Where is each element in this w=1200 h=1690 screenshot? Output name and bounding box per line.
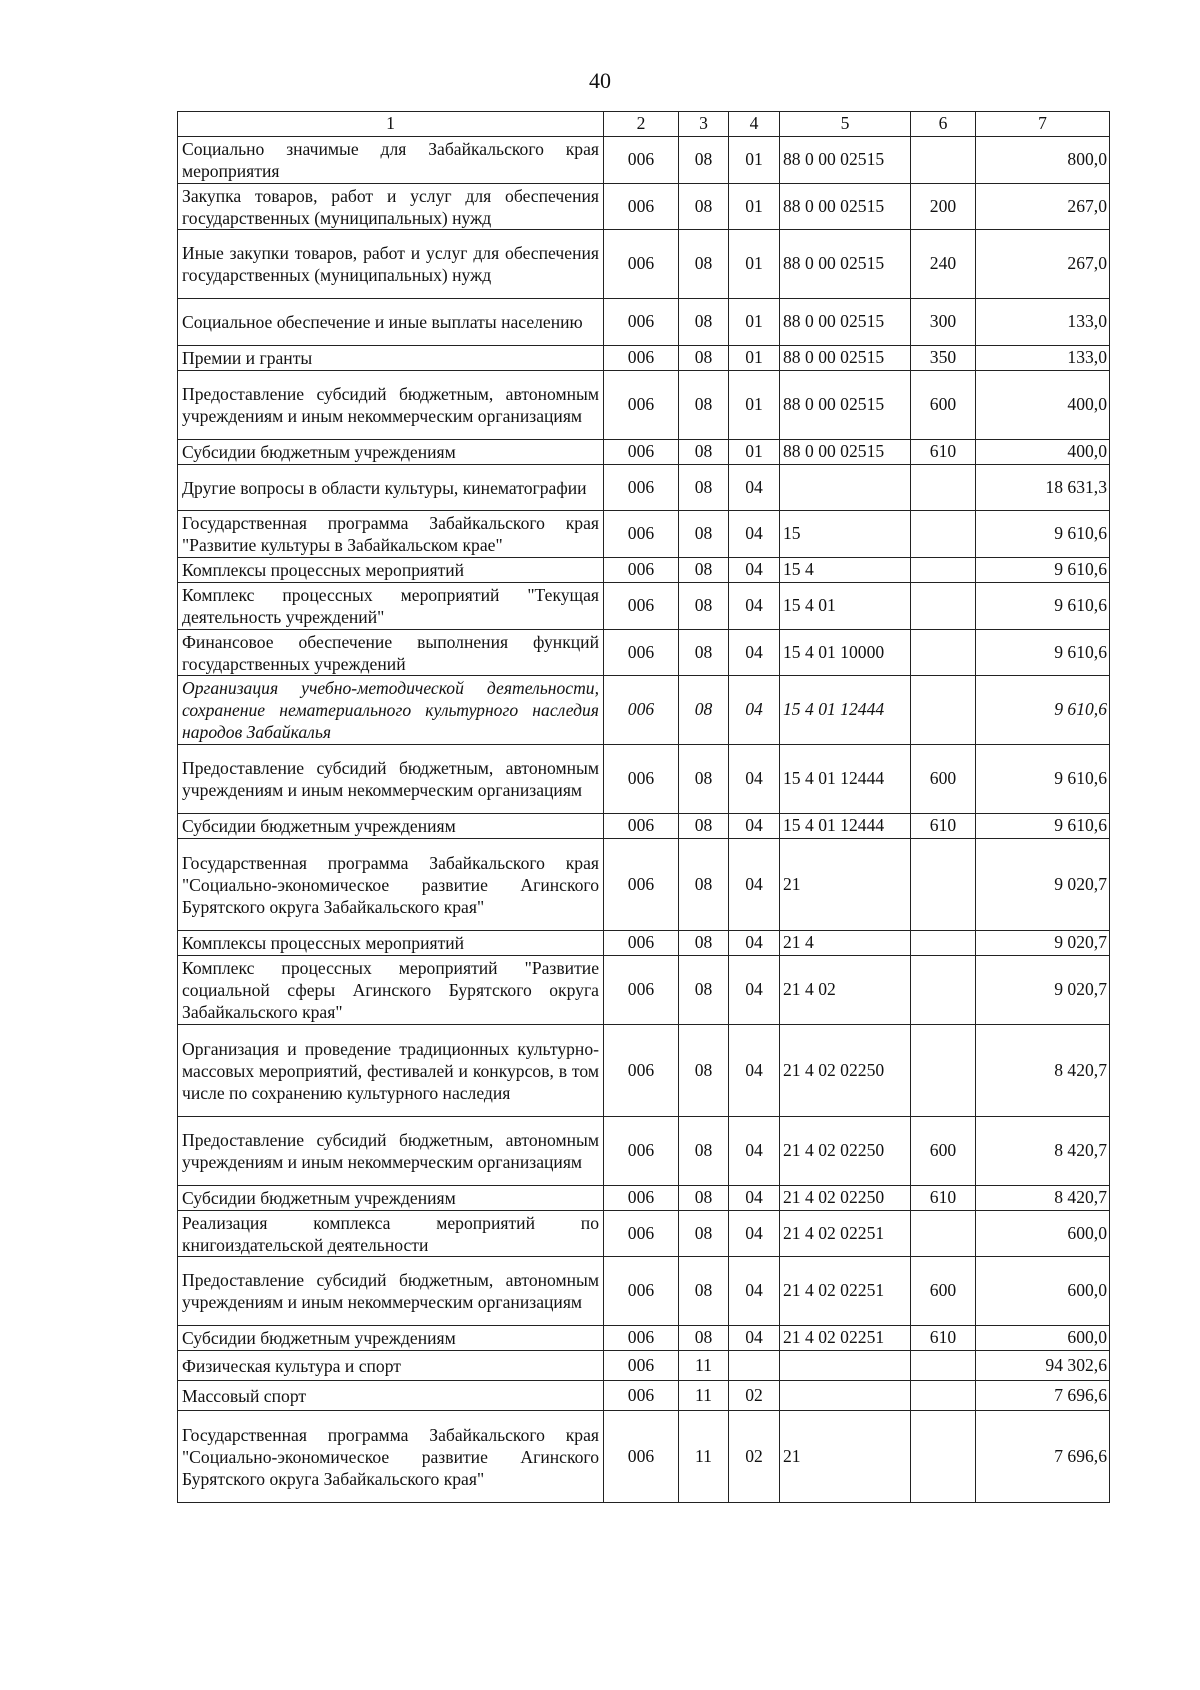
row-col-5-cell	[780, 1381, 911, 1411]
row-name-cell: Организация учебно-методической деятельности, сохранение нематериального культурного наследия народов Забайкалья	[178, 676, 604, 745]
row-col-5-cell: 21 4 02 02250	[780, 1186, 911, 1211]
row-col-5-cell: 15 4 01 12444	[780, 745, 911, 814]
row-col-5-cell: 21 4	[780, 931, 911, 956]
row-col-7-cell: 9 610,6	[976, 814, 1110, 839]
row-col-3-cell: 08	[679, 676, 729, 745]
header-col-4: 4	[729, 112, 780, 137]
row-col-6-cell	[911, 839, 976, 931]
row-col-4-cell: 01	[729, 230, 780, 299]
budget-table	[177, 111, 1110, 1503]
row-col-5-cell: 88 0 00 02515	[780, 371, 911, 440]
row-col-3-cell: 08	[679, 346, 729, 371]
row-col-7-cell: 600,0	[976, 1326, 1110, 1351]
page-number: 40	[589, 68, 611, 93]
row-col-6-cell	[911, 1025, 976, 1117]
row-col-3-cell: 08	[679, 1117, 729, 1186]
table-row	[178, 230, 1110, 299]
table-row	[178, 184, 1110, 230]
row-col-3-cell: 11	[679, 1351, 729, 1381]
row-col-2-cell: 006	[604, 371, 679, 440]
table-row	[178, 814, 1110, 839]
row-col-6-cell: 300	[911, 299, 976, 346]
row-col-7-cell: 9 020,7	[976, 956, 1110, 1025]
row-col-4-cell: 02	[729, 1381, 780, 1411]
row-col-5-cell: 21 4 02	[780, 956, 911, 1025]
row-col-3-cell: 11	[679, 1381, 729, 1411]
row-col-4-cell: 04	[729, 1186, 780, 1211]
row-col-7-cell: 9 610,6	[976, 630, 1110, 676]
row-col-6-cell: 610	[911, 1326, 976, 1351]
row-col-3-cell: 08	[679, 465, 729, 511]
row-col-3-cell: 08	[679, 745, 729, 814]
row-name-cell: Предоставление субсидий бюджетным, автономным учреждениям и иным некоммерческим организациям	[178, 1117, 604, 1186]
row-name-cell: Государственная программа Забайкальского края "Социально-экономическое развитие Агинского Бурятского округа Забайкальского края"	[178, 839, 604, 931]
row-col-6-cell: 200	[911, 184, 976, 230]
row-col-5-cell: 88 0 00 02515	[780, 299, 911, 346]
row-col-3-cell: 08	[679, 511, 729, 558]
header-col-6: 6	[911, 112, 976, 137]
row-name-cell: Реализация комплекса мероприятий по книгоиздательской деятельности	[178, 1211, 604, 1257]
row-col-6-cell: 350	[911, 346, 976, 371]
table-body	[178, 137, 1110, 1503]
row-col-2-cell: 006	[604, 465, 679, 511]
row-col-6-cell	[911, 1381, 976, 1411]
row-name-cell: Комплекс процессных мероприятий "Текущая деятельность учреждений"	[178, 583, 604, 630]
row-col-6-cell: 610	[911, 814, 976, 839]
row-name-cell: Физическая культура и спорт	[178, 1351, 604, 1381]
row-col-2-cell: 006	[604, 676, 679, 745]
table-row	[178, 511, 1110, 558]
row-col-6-cell: 600	[911, 745, 976, 814]
row-col-2-cell: 006	[604, 1186, 679, 1211]
row-col-5-cell: 88 0 00 02515	[780, 184, 911, 230]
row-col-4-cell: 04	[729, 676, 780, 745]
row-col-5-cell: 21 4 02 02250	[780, 1025, 911, 1117]
row-col-2-cell: 006	[604, 931, 679, 956]
row-col-4-cell: 04	[729, 558, 780, 583]
row-col-3-cell: 08	[679, 184, 729, 230]
row-col-2-cell: 006	[604, 1411, 679, 1503]
table-row	[178, 745, 1110, 814]
row-col-4-cell: 04	[729, 931, 780, 956]
row-name-cell: Государственная программа Забайкальского края "Социально-экономическое развитие Агинского Бурятского округа Забайкальского края"	[178, 1411, 604, 1503]
row-col-5-cell	[780, 465, 911, 511]
row-col-3-cell: 08	[679, 956, 729, 1025]
row-col-7-cell: 267,0	[976, 230, 1110, 299]
row-col-4-cell: 04	[729, 1257, 780, 1326]
row-name-cell: Субсидии бюджетным учреждениям	[178, 1186, 604, 1211]
row-col-6-cell	[911, 1351, 976, 1381]
table-row	[178, 1351, 1110, 1381]
row-col-3-cell: 08	[679, 137, 729, 184]
row-name-cell: Комплекс процессных мероприятий "Развитие социальной сферы Агинского Бурятского округа Забайкальского края"	[178, 956, 604, 1025]
row-col-7-cell: 9 610,6	[976, 558, 1110, 583]
table-row	[178, 558, 1110, 583]
row-col-3-cell: 08	[679, 1211, 729, 1257]
row-col-7-cell: 94 302,6	[976, 1351, 1110, 1381]
row-col-4-cell: 04	[729, 839, 780, 931]
row-col-6-cell	[911, 583, 976, 630]
row-col-2-cell: 006	[604, 137, 679, 184]
row-col-4-cell: 04	[729, 583, 780, 630]
row-col-7-cell: 8 420,7	[976, 1025, 1110, 1117]
row-col-3-cell: 08	[679, 230, 729, 299]
row-name-cell: Организация и проведение традиционных культурно-массовых мероприятий, фестивалей и конкурсов, в том числе по сохранению культурного наследия	[178, 1025, 604, 1117]
row-name-cell: Комплексы процессных мероприятий	[178, 558, 604, 583]
row-col-3-cell: 08	[679, 583, 729, 630]
row-col-6-cell	[911, 1411, 976, 1503]
row-col-4-cell: 04	[729, 1025, 780, 1117]
row-col-2-cell: 006	[604, 814, 679, 839]
row-col-5-cell: 15 4 01	[780, 583, 911, 630]
row-col-2-cell: 006	[604, 745, 679, 814]
row-col-5-cell: 15	[780, 511, 911, 558]
row-col-6-cell	[911, 931, 976, 956]
row-col-6-cell: 610	[911, 1186, 976, 1211]
table-row	[178, 839, 1110, 931]
row-col-7-cell: 133,0	[976, 346, 1110, 371]
row-col-2-cell: 006	[604, 1326, 679, 1351]
row-col-6-cell	[911, 558, 976, 583]
table-row	[178, 1211, 1110, 1257]
row-col-7-cell: 9 610,6	[976, 583, 1110, 630]
row-col-2-cell: 006	[604, 558, 679, 583]
row-col-2-cell: 006	[604, 1351, 679, 1381]
row-col-5-cell: 21	[780, 839, 911, 931]
header-col-5: 5	[780, 112, 911, 137]
row-col-2-cell: 006	[604, 1117, 679, 1186]
row-name-cell: Субсидии бюджетным учреждениям	[178, 814, 604, 839]
row-col-4-cell: 04	[729, 814, 780, 839]
row-col-5-cell	[780, 1351, 911, 1381]
row-col-7-cell: 400,0	[976, 371, 1110, 440]
row-col-2-cell: 006	[604, 346, 679, 371]
row-col-2-cell: 006	[604, 1025, 679, 1117]
row-col-7-cell: 600,0	[976, 1257, 1110, 1326]
row-col-6-cell	[911, 630, 976, 676]
table-row	[178, 465, 1110, 511]
row-col-4-cell	[729, 1351, 780, 1381]
row-col-2-cell: 006	[604, 839, 679, 931]
row-col-4-cell: 01	[729, 371, 780, 440]
row-col-4-cell: 04	[729, 630, 780, 676]
header-col-3: 3	[679, 112, 729, 137]
row-name-cell: Финансовое обеспечение выполнения функций государственных учреждений	[178, 630, 604, 676]
row-name-cell: Социальное обеспечение и иные выплаты населению	[178, 299, 604, 346]
row-col-7-cell: 9 610,6	[976, 676, 1110, 745]
row-col-4-cell: 01	[729, 184, 780, 230]
row-col-7-cell: 600,0	[976, 1211, 1110, 1257]
row-name-cell: Государственная программа Забайкальского края "Развитие культуры в Забайкальском крае"	[178, 511, 604, 558]
row-col-4-cell: 01	[729, 440, 780, 465]
row-col-4-cell: 04	[729, 1117, 780, 1186]
row-col-4-cell: 01	[729, 299, 780, 346]
table-row	[178, 956, 1110, 1025]
table-row	[178, 1117, 1110, 1186]
table-row	[178, 137, 1110, 184]
table-row	[178, 583, 1110, 630]
row-col-6-cell: 240	[911, 230, 976, 299]
row-col-5-cell: 15 4	[780, 558, 911, 583]
header-col-7: 7	[976, 112, 1110, 137]
row-col-6-cell	[911, 511, 976, 558]
row-col-3-cell: 08	[679, 299, 729, 346]
row-col-3-cell: 08	[679, 814, 729, 839]
row-col-2-cell: 006	[604, 230, 679, 299]
row-name-cell: Массовый спорт	[178, 1381, 604, 1411]
row-col-2-cell: 006	[604, 299, 679, 346]
row-col-2-cell: 006	[604, 583, 679, 630]
row-col-3-cell: 08	[679, 931, 729, 956]
row-col-5-cell: 15 4 01 10000	[780, 630, 911, 676]
row-col-4-cell: 04	[729, 956, 780, 1025]
row-name-cell: Другие вопросы в области культуры, кинематографии	[178, 465, 604, 511]
row-name-cell: Предоставление субсидий бюджетным, автономным учреждениям и иным некоммерческим организациям	[178, 371, 604, 440]
row-col-5-cell: 88 0 00 02515	[780, 346, 911, 371]
table-row	[178, 1186, 1110, 1211]
row-col-4-cell: 04	[729, 465, 780, 511]
row-col-7-cell: 267,0	[976, 184, 1110, 230]
row-col-3-cell: 11	[679, 1411, 729, 1503]
table-row	[178, 1257, 1110, 1326]
row-col-2-cell: 006	[604, 630, 679, 676]
row-col-2-cell: 006	[604, 1381, 679, 1411]
row-col-6-cell	[911, 1211, 976, 1257]
row-col-3-cell: 08	[679, 371, 729, 440]
row-col-6-cell: 600	[911, 1117, 976, 1186]
row-col-7-cell: 8 420,7	[976, 1186, 1110, 1211]
row-col-2-cell: 006	[604, 511, 679, 558]
row-name-cell: Закупка товаров, работ и услуг для обеспечения государственных (муниципальных) нужд	[178, 184, 604, 230]
row-col-4-cell: 04	[729, 1211, 780, 1257]
row-col-2-cell: 006	[604, 184, 679, 230]
row-col-3-cell: 08	[679, 558, 729, 583]
row-name-cell: Субсидии бюджетным учреждениям	[178, 1326, 604, 1351]
row-col-4-cell: 01	[729, 346, 780, 371]
row-col-4-cell: 04	[729, 745, 780, 814]
row-name-cell: Субсидии бюджетным учреждениям	[178, 440, 604, 465]
row-col-2-cell: 006	[604, 440, 679, 465]
table-row	[178, 630, 1110, 676]
row-name-cell: Предоставление субсидий бюджетным, автономным учреждениям и иным некоммерческим организациям	[178, 1257, 604, 1326]
row-col-6-cell	[911, 137, 976, 184]
row-col-3-cell: 08	[679, 1186, 729, 1211]
row-col-6-cell	[911, 465, 976, 511]
row-name-cell: Иные закупки товаров, работ и услуг для обеспечения государственных (муниципальных) нужд	[178, 230, 604, 299]
row-col-3-cell: 08	[679, 440, 729, 465]
row-col-7-cell: 7 696,6	[976, 1411, 1110, 1503]
row-col-5-cell: 15 4 01 12444	[780, 814, 911, 839]
table-row	[178, 299, 1110, 346]
header-row	[178, 112, 1110, 137]
table-row	[178, 346, 1110, 371]
row-name-cell: Комплексы процессных мероприятий	[178, 931, 604, 956]
table-row	[178, 931, 1110, 956]
row-col-4-cell: 02	[729, 1411, 780, 1503]
row-col-5-cell: 21 4 02 02251	[780, 1326, 911, 1351]
row-col-7-cell: 400,0	[976, 440, 1110, 465]
row-col-5-cell: 21 4 02 02251	[780, 1211, 911, 1257]
table-row	[178, 371, 1110, 440]
table-row	[178, 1326, 1110, 1351]
row-col-7-cell: 9 020,7	[976, 839, 1110, 931]
row-col-5-cell: 88 0 00 02515	[780, 137, 911, 184]
row-col-4-cell: 01	[729, 137, 780, 184]
header-col-2: 2	[604, 112, 679, 137]
row-col-7-cell: 9 020,7	[976, 931, 1110, 956]
row-name-cell: Предоставление субсидий бюджетным, автономным учреждениям и иным некоммерческим организациям	[178, 745, 604, 814]
row-name-cell: Премии и гранты	[178, 346, 604, 371]
row-col-6-cell: 600	[911, 1257, 976, 1326]
row-col-5-cell: 21	[780, 1411, 911, 1503]
table-row	[178, 1381, 1110, 1411]
row-col-7-cell: 133,0	[976, 299, 1110, 346]
row-col-5-cell: 15 4 01 12444	[780, 676, 911, 745]
row-col-3-cell: 08	[679, 1257, 729, 1326]
row-col-7-cell: 8 420,7	[976, 1117, 1110, 1186]
row-col-6-cell	[911, 676, 976, 745]
row-col-5-cell: 88 0 00 02515	[780, 440, 911, 465]
table-row	[178, 440, 1110, 465]
row-col-5-cell: 88 0 00 02515	[780, 230, 911, 299]
row-col-3-cell: 08	[679, 1025, 729, 1117]
row-col-2-cell: 006	[604, 1211, 679, 1257]
table-row	[178, 676, 1110, 745]
row-col-2-cell: 006	[604, 1257, 679, 1326]
row-col-5-cell: 21 4 02 02250	[780, 1117, 911, 1186]
row-col-3-cell: 08	[679, 630, 729, 676]
row-col-7-cell: 7 696,6	[976, 1381, 1110, 1411]
row-col-7-cell: 800,0	[976, 137, 1110, 184]
row-col-3-cell: 08	[679, 1326, 729, 1351]
row-col-7-cell: 18 631,3	[976, 465, 1110, 511]
row-col-2-cell: 006	[604, 956, 679, 1025]
row-col-6-cell	[911, 956, 976, 1025]
row-col-4-cell: 04	[729, 1326, 780, 1351]
header-col-1: 1	[178, 112, 604, 137]
row-col-5-cell: 21 4 02 02251	[780, 1257, 911, 1326]
row-name-cell: Социально значимые для Забайкальского края мероприятия	[178, 137, 604, 184]
row-col-4-cell: 04	[729, 511, 780, 558]
table-row	[178, 1411, 1110, 1503]
row-col-3-cell: 08	[679, 839, 729, 931]
row-col-7-cell: 9 610,6	[976, 745, 1110, 814]
table-row	[178, 1025, 1110, 1117]
row-col-7-cell: 9 610,6	[976, 511, 1110, 558]
row-col-6-cell: 600	[911, 371, 976, 440]
row-col-6-cell: 610	[911, 440, 976, 465]
